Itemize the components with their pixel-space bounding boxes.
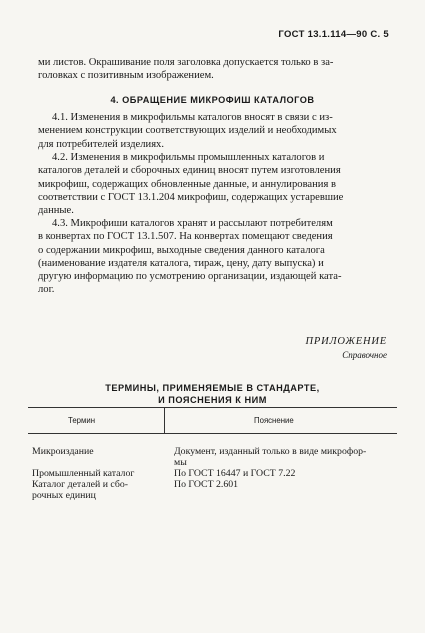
table-body — [28, 434, 397, 501]
text-line: менением конструкции соответствующих изделий и необходимых — [38, 125, 337, 137]
table-cell: Документ, изданный только в виде микрофор- — [174, 446, 367, 457]
column-header-term: Термин — [68, 416, 96, 425]
text-line: другую информацию по усмотрению организации, издающей ката- — [38, 271, 342, 283]
text-line: данные. — [38, 205, 74, 217]
text-line: в конвертах по ГОСТ 13.1.507. На конвертах помещают сведения — [38, 231, 333, 243]
text-line: ми листов. Окрашивание поля заголовка допускается только в за- — [38, 57, 334, 68]
paragraph-4-1 — [38, 111, 392, 151]
text-line: для потребителей изделиях. — [38, 138, 165, 150]
table-header — [28, 408, 397, 433]
table-cell: мы — [174, 457, 187, 468]
table-cell: Промышленный каталог — [32, 468, 135, 479]
table-cell: По ГОСТ 16447 и ГОСТ 7.22 — [174, 468, 296, 479]
text-line: 4.1. Изменения в микрофильмы каталогов вносят в связи с из- — [52, 112, 333, 123]
text-line: микрофиш, содержащих обновленные данные, и аннулирования в — [38, 178, 337, 190]
column-header-explanation: Пояснение — [254, 416, 294, 425]
paragraph-4-2 — [38, 151, 392, 217]
terms-title-line-1: ТЕРМИНЫ, ПРИМЕНЯЕМЫЕ В СТАНДАРТЕ, — [105, 383, 320, 393]
text-line: (наименование издателя каталога, тираж, цену, дату выпуска) и — [38, 257, 324, 269]
column-divider — [164, 408, 165, 433]
terms-table — [28, 407, 397, 501]
section-heading: 4. ОБРАЩЕНИЕ МИКРОФИШ КАТАЛОГОВ — [110, 95, 315, 105]
table-cell: рочных единиц — [32, 490, 96, 501]
text-line: каталогов деталей и сборочных единиц вносят путем изготовления — [38, 165, 341, 177]
terms-title-line-2: И ПОЯСНЕНИЯ К НИМ — [158, 395, 267, 405]
text-line: головках с позитивным изображением. — [38, 70, 214, 82]
text-line: лог. — [38, 284, 55, 296]
text-line: 4.3. Микрофиши каталогов хранят и рассылают потребителям — [52, 218, 333, 229]
text-line: соответствии с ГОСТ 13.1.204 микрофиш, содержащих устаревшие — [38, 191, 344, 203]
table-cell: Микроиздание — [32, 446, 94, 457]
text-line: 4.2. Изменения в микрофильмы промышленных каталогов и — [52, 152, 325, 163]
table-cell — [32, 457, 134, 468]
table-cell: По ГОСТ 2.601 — [174, 479, 239, 490]
appendix-label — [306, 336, 388, 360]
page-header: ГОСТ 13.1.114—90 С. 5 — [278, 29, 389, 40]
appendix-subtitle: Справочное — [342, 350, 387, 360]
table-cell: Каталог деталей и сбо- — [32, 479, 128, 490]
appendix-title: ПРИЛОЖЕНИЕ — [305, 336, 387, 347]
term-column — [32, 446, 134, 501]
text-line: о содержании микрофиш, выходные сведения данного каталога — [38, 244, 325, 256]
intro-paragraph — [38, 56, 392, 83]
paragraph-4-3 — [38, 217, 392, 297]
explanation-column — [174, 446, 366, 490]
